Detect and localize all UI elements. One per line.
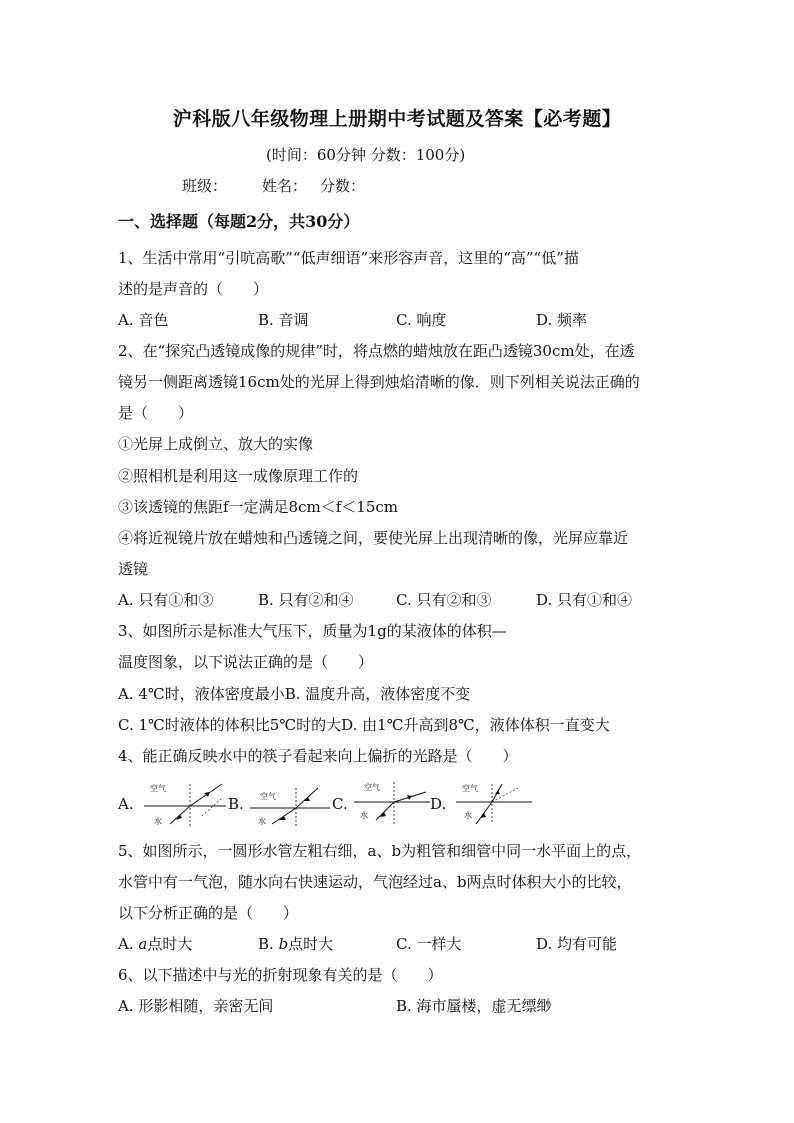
q4-option-d: D. [430,795,447,813]
score-label: 分数： [320,177,366,195]
q5-option-a: A. a点时大 [118,935,193,953]
q1-option-d: D. 频率 [536,311,588,329]
q5-option-c: C. 一样大 [396,935,462,953]
q6-option-a: A. 形影相随，亲密无间 [118,997,274,1015]
q3-options-cd: C. 1℃时液体的体积比5℃时的大D. 由1℃升高到8℃，液体体积一直变大 [118,716,610,734]
q2-statement-3: ③该透镜的焦距f一定满足8cm＜f＜15cm [118,498,398,516]
q4-fig-c-air-label: 空气 [364,783,380,792]
q2-line1: 2、在“探究凸透镜成像的规律”时，将点燃的蜡烛放在距凸透镜30cm处，在透 [118,342,635,360]
q4-fig-d-air-label: 空气 [462,784,478,793]
q4-figure-c [350,778,432,826]
q2-option-b: B. 只有②和④ [258,591,354,609]
q4-line1: 4、能正确反映水中的筷子看起来向上偏折的光路是（ ） [118,747,518,765]
class-label: 班级： [182,177,228,195]
q4-figure-a [140,780,230,828]
q4-fig-d-water-label: 水 [464,811,472,820]
q5-option-d: D. 均有可能 [536,935,618,953]
q1-line1: 1、生活中常用“引吭高歌”“低声细语”来形容声音，这里的“高”“低”描 [118,249,579,267]
q2-option-a: A. 只有①和③ [118,591,214,609]
q3-options-ab: A. 4℃时，液体密度最小B. 温度升高，液体密度不变 [118,685,471,703]
q2-statement-4b: 透镜 [118,560,149,578]
q2-statement-1: ①光屏上成倒立、放大的实像 [118,435,314,453]
q2-option-c: C. 只有②和③ [396,591,492,609]
q3-line2: 温度图象，以下说法正确的是（ ） [118,653,374,671]
q4-option-a: A. [118,795,134,813]
q1-line2: 述的是声音的（ ） [118,280,269,298]
page-title: 沪科版八年级物理上册期中考试题及答案【必考题】 [172,108,622,130]
q4-fig-a-dashed [202,798,222,816]
q4-fig-b-air-label: 空气 [260,792,276,801]
q4-figure-d [452,780,536,828]
q4-fig-b-water-label: 水 [258,817,266,826]
q5-line3: 以下分析正确的是（ ） [118,904,299,922]
q2-option-d: D. 只有①和④ [536,591,633,609]
q4-figure-b [246,780,334,828]
q5-option-b: B. b点时大 [258,935,334,953]
section-heading: 一、选择题（每题2分，共30分） [118,212,360,231]
q1-option-b: B. 音调 [258,311,309,329]
q1-option-c: C. 响度 [396,311,447,329]
q4-fig-d-arrow2 [495,790,500,794]
q2-statement-4a: ④将近视镜片放在蜡烛和凸透镜之间，要使光屏上出现清晰的像，光屏应靠近 [118,529,629,547]
q3-line1: 3、如图所示是标准大气压下，质量为1g的某液体的体积— [118,622,507,640]
q6-line1: 6、以下描述中与光的折射现象有关的是（ ） [118,966,443,984]
q4-fig-c-water-label: 水 [360,811,368,820]
q2-line3: 是（ ） [118,404,194,422]
time-score-line: (时间：60分钟 分数：100分) [266,146,466,164]
q5-line2: 水管中有一气泡，随水向右快速运动，气泡经过a、b两点时体积大小的比较， [118,873,632,891]
q4-fig-a-air-label: 空气 [150,784,166,793]
q5-line1: 5、如图所示，一圆形水管左粗右细，a、b为粗管和细管中同一水平面上的点， [118,842,642,860]
q4-fig-c-ray-water [376,802,394,820]
q2-line2: 镜另一侧距离透镜16cm处的光屏上得到烛焰清晰的像．则下列相关说法正确的 [118,373,640,391]
q6-option-b: B. 海市蜃楼，虚无缥缈 [396,997,552,1015]
name-label: 姓名： [262,177,308,195]
q4-option-c: C. [332,795,348,813]
q2-statement-2: ②照相机是利用这一成像原理工作的 [118,467,359,485]
q4-option-b: B. [228,795,244,813]
q1-option-a: A. 音色 [118,311,169,329]
q4-fig-a-water-label: 水 [154,817,162,826]
